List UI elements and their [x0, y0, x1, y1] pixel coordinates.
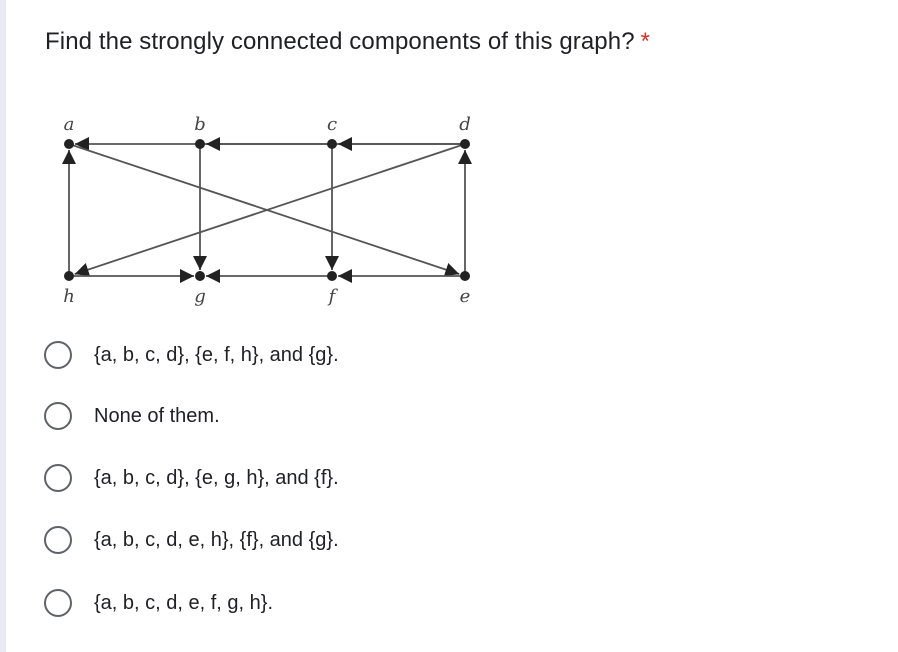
node-label-c: c: [326, 114, 338, 135]
option-label: {a, b, c, d}, {e, f, h}, and {g}.: [94, 343, 339, 366]
radio-button[interactable]: [44, 464, 72, 492]
edge-d-to-h: [75, 144, 465, 274]
node-f: [327, 271, 337, 281]
edge-a-to-e: [69, 144, 459, 274]
node-g: [195, 271, 205, 281]
node-h: [64, 271, 74, 281]
option-3[interactable]: [44, 461, 464, 495]
option-4[interactable]: [44, 523, 464, 557]
radio-button[interactable]: [44, 341, 72, 369]
node-a: [64, 139, 74, 149]
graph-figure: [50, 108, 490, 308]
node-label-a: a: [63, 114, 75, 135]
required-asterisk: *: [640, 28, 651, 55]
question-text: Find the strongly connected components of this graph?: [45, 28, 635, 55]
graph-diagram: [50, 108, 490, 308]
option-label: {a, b, c, d}, {e, g, h}, and {f}.: [94, 466, 339, 489]
node-label-h: h: [63, 286, 75, 307]
question-title: [45, 28, 650, 56]
node-label-f: f: [328, 286, 336, 307]
node-label-b: b: [194, 114, 206, 135]
node-c: [327, 139, 337, 149]
node-e: [460, 271, 470, 281]
node-d: [460, 139, 470, 149]
radio-button[interactable]: [44, 526, 72, 554]
option-2[interactable]: [44, 399, 464, 433]
node-label-e: e: [459, 286, 471, 307]
option-label: None of them.: [94, 404, 220, 427]
option-5[interactable]: [44, 586, 464, 620]
radio-button[interactable]: [44, 402, 72, 430]
node-b: [195, 139, 205, 149]
left-accent-rule: [0, 0, 6, 652]
radio-button[interactable]: [44, 589, 72, 617]
option-label: {a, b, c, d, e, h}, {f}, and {g}.: [94, 528, 339, 551]
node-label-g: g: [194, 286, 206, 307]
option-label: {a, b, c, d, e, f, g, h}.: [94, 591, 274, 614]
node-label-d: d: [459, 114, 471, 135]
option-1[interactable]: [44, 338, 464, 372]
